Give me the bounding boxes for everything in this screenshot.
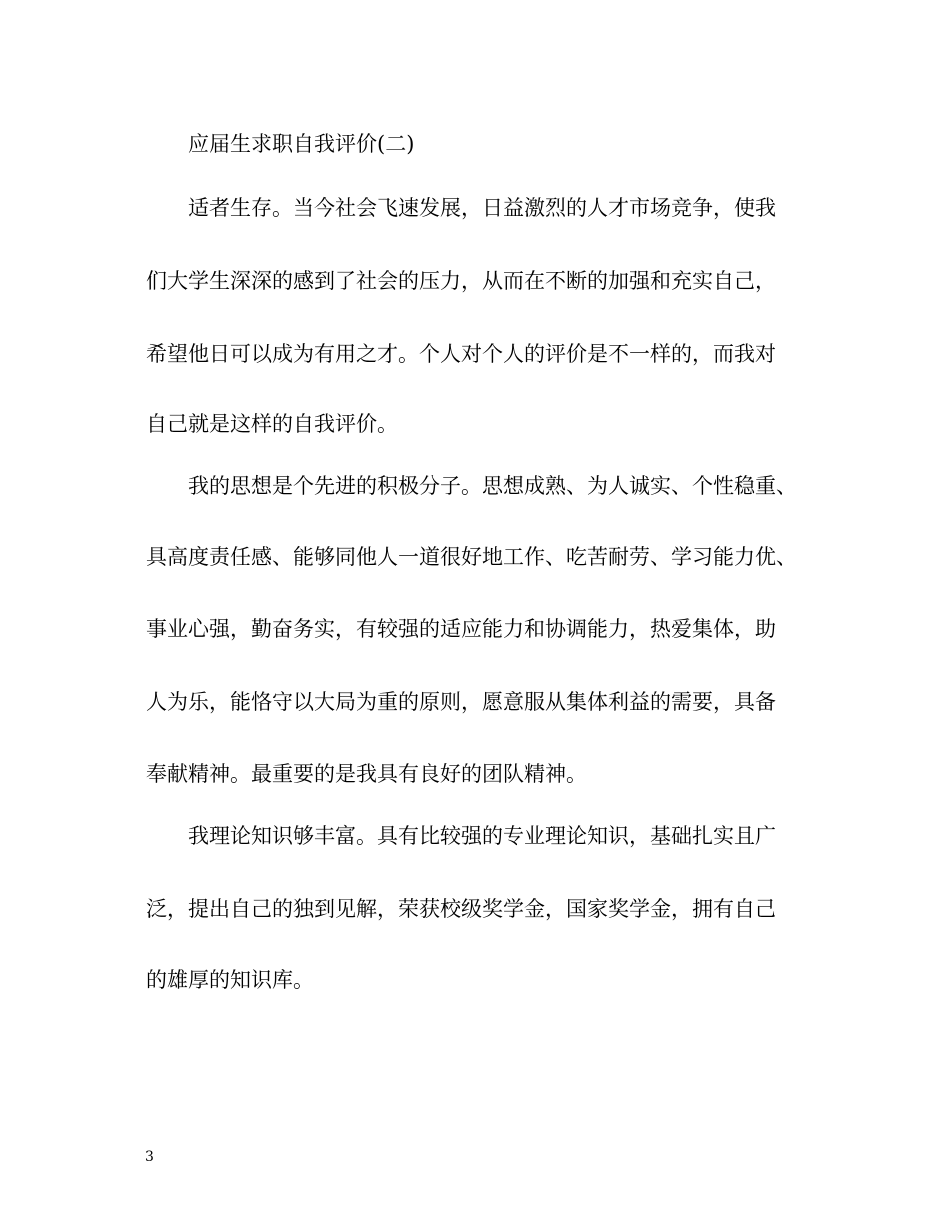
document-heading: 应届生求职自我评价(二): [188, 132, 415, 156]
paragraph-3-line-3: 的雄厚的知识库。: [146, 968, 314, 992]
paragraph-2-line-5: 奉献精神。最重要的是我具有良好的团队精神。: [146, 762, 587, 786]
paragraph-1-line-3: 希望他日可以成为有用之才。个人对个人的评价是不一样的，而我对: [146, 342, 776, 366]
page-number: 3: [145, 1149, 154, 1165]
paragraph-2-line-1: 我的思想是个先进的积极分子。思想成熟、为人诚实、个性稳重、: [188, 474, 797, 498]
paragraph-2-line-2: 具高度责任感、能够同他人一道很好地工作、吃苦耐劳、学习能力优、: [146, 545, 797, 569]
paragraph-3-line-2: 泛，提出自己的独到见解，荣获校级奖学金，国家奖学金，拥有自己: [146, 897, 776, 921]
paragraph-1-line-1: 适者生存。当今社会飞速发展，日益激烈的人才市场竞争，使我: [188, 196, 776, 220]
paragraph-1-line-2: 们大学生深深的感到了社会的压力，从而在不断的加强和充实自己，: [146, 269, 776, 293]
paragraph-1-line-4: 自己就是这样的自我评价。: [146, 412, 398, 436]
paragraph-2-line-4: 人为乐，能恪守以大局为重的原则，愿意服从集体利益的需要，具备: [146, 690, 776, 714]
paragraph-3-line-1: 我理论知识够丰富。具有比较强的专业理论知识，基础扎实且广: [188, 824, 776, 848]
paragraph-2-line-3: 事业心强，勤奋务实，有较强的适应能力和协调能力，热爱集体，助: [146, 617, 776, 641]
